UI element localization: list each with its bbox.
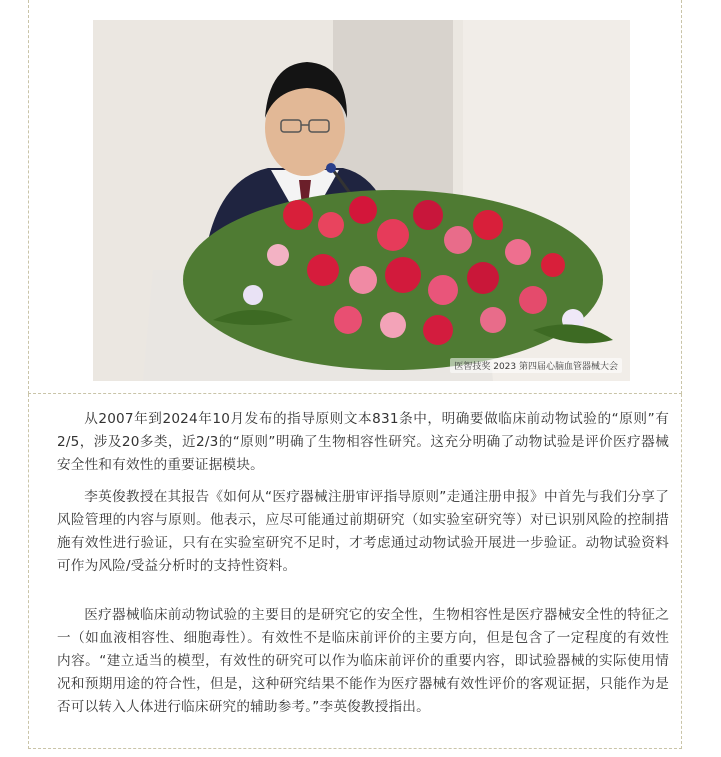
article-paragraph-2: 李英俊教授在其报告《如何从“医疗器械注册审评指导原则”走通注册申报》中首先与我们分享了风险管理的内容与原则。他表示，应尽可能通过前期研究（如实验室研究等）对已识别风险的控制措施有效性进行验证，只有在实验室研究不足时，才考虑通过动物试验开展进一步验证。动物试验资料可作为风险/受益分析时的支持性资料。: [57, 489, 669, 574]
event-caption: 医智技奖 2023 第四届心脑血管器械大会: [450, 358, 622, 373]
article-paragraph-1: 从2007年到2024年10月发布的指导原则文本831条中，明确要做临床前动物试验的“原则”有2/5，涉及20多类，近2/3的“原则”明确了生物相容性研究。这充分明确了动物试验是评价医疗器械安全性和有效性的重要证据模块。: [57, 411, 669, 473]
speaker-photo: [93, 20, 630, 381]
speaker-photo-illustration: [93, 20, 630, 381]
article-paragraph-3: 医疗器械临床前动物试验的主要目的是研究它的安全性，生物相容性是医疗器械安全性的特征之一（如血液相容性、细胞毒性）。有效性不是临床前评价的主要方向，但是包含了一定程度的有效性内容。“建立适当的模型，有效性的研究可以作为临床前评价的重要内容，即试验器械的实际使用情况和预期用途的符合性，但是，这种研究结果不能作为医疗器械有效性评价的客观证据，只能作为是否可以转入人体进行临床研究的辅助参考。”李英俊教授指出。: [57, 607, 669, 715]
